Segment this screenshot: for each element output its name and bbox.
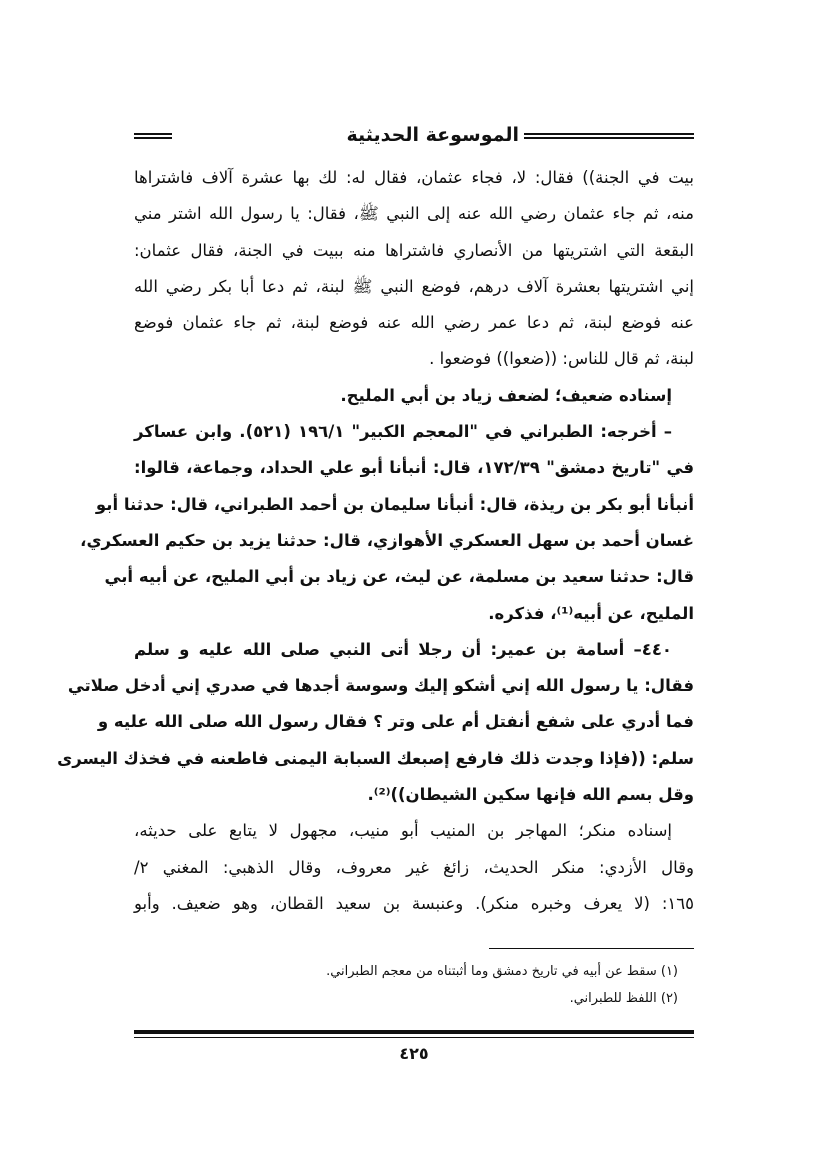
footnote: (٢) اللفظ للطبراني. [569, 991, 678, 1006]
header-rule-left [134, 133, 172, 135]
takhrij-line: أنبأنا أبو بكر بن ريذة، قال: أنبأنا سليمان بن أحمد الطبراني، قال: حدثنا أبو [95, 494, 694, 514]
bottom-rule-thin [134, 1037, 694, 1038]
takhrij-line: – أخرجه: الطبراني في "المعجم الكبير" ١٩٦/١ (٥٢١). وابن عساكر [134, 422, 672, 442]
hadith-line: وقل بسم الله فإنها سكين الشيطان))⁽²⁾. [367, 785, 694, 805]
takhrij-line: المليح، عن أبيه⁽¹⁾، فذكره. [488, 603, 694, 623]
text-line: البقعة التي اشتريتها من الأنصاري فاشتراها منه ببيت في الجنة، فقال عثمان: [134, 240, 694, 260]
hadith-line: ٤٤٠– أسامة بن عمير: أن رجلا أتى النبي صلى الله عليه و سلم [134, 639, 672, 659]
text-line: إسناده منكر؛ المهاجر بن المنيب أبو منيب، مجهول لا يتابع على حديثه، [134, 821, 672, 841]
text-line: إني اشتريتها بعشرة آلاف درهم، فوضع النبي ﷺ لبنة، ثم دعا أبا بكر رضي الله [134, 276, 694, 296]
text-line: منه، ثم جاء عثمان رضي الله عنه إلى النبي ﷺ، فقال: يا رسول الله اشتر مني [134, 204, 694, 224]
text-line: ١٦٥: (لا يعرف وخبره منكر). وعنبسة بن سعيد القطان، وهو ضعيف. وأبو [134, 893, 694, 913]
hadith-line: فما أدري على شفع أنفتل أم على وتر ؟ فقال رسول الله صلى الله عليه و [97, 712, 694, 732]
footnote: (١) سقط عن أبيه في تاريخ دمشق وما أثبتناه من معجم الطبراني. [326, 964, 678, 979]
header-rule-right-2 [524, 137, 694, 139]
text-line: بيت في الجنة)) فقال: لا، فجاء عثمان، فقال له: لك بها عشرة آلاف فاشتراها [134, 168, 694, 187]
main-text [57, 160, 695, 922]
text-line: لبنة، ثم قال للناس: ((ضعوا)) فوضعوا . [429, 349, 694, 369]
footnote-separator [489, 948, 694, 949]
text-line: عنه فوضع لبنة، ثم دعا عمر رضي الله عنه فوضع لبنة، ثم جاء عثمان فوضع [134, 313, 694, 333]
page-number: ٤٢٥ [399, 1044, 429, 1063]
grading-line: إسناده ضعيف؛ لضعف زياد بن أبي المليح. [340, 385, 672, 405]
page-title: الموسوعة الحديثية [346, 124, 519, 146]
header-rule-right [524, 133, 694, 135]
takhrij-line: قال: حدثنا سعيد بن مسلمة، عن ليث، عن زياد بن أبي المليح، عن أبيه أبي [104, 567, 694, 587]
bottom-rule-thick [134, 1030, 694, 1034]
header-rule-left-2 [134, 137, 172, 139]
hadith-line: سلم: ((فإذا وجدت ذلك فارفع إصبعك السبابة اليمنى فاطعنه في فخذك اليسرى [57, 748, 694, 768]
hadith-line: فقال: يا رسول الله إني أشكو إليك وسوسة أجدها في صدري إني أدخل صلاتي [67, 676, 694, 696]
text-line: وقال الأزدي: منكر الحديث، زائغ غير معروف، وقال الذهبي: المغني ٢/ [134, 857, 694, 877]
footnotes [134, 958, 694, 1012]
takhrij-line: في "تاريخ دمشق" ١٧٢/٣٩، قال: أنبأنا أبو علي الحداد، وجماعة، قالوا: [134, 458, 695, 478]
page-header [134, 118, 694, 152]
book-page [57, 0, 695, 1169]
takhrij-line: غسان أحمد بن سهل العسكري الأهوازي، قال: حدثنا يزيد بن حكيم العسكري، [80, 530, 694, 550]
